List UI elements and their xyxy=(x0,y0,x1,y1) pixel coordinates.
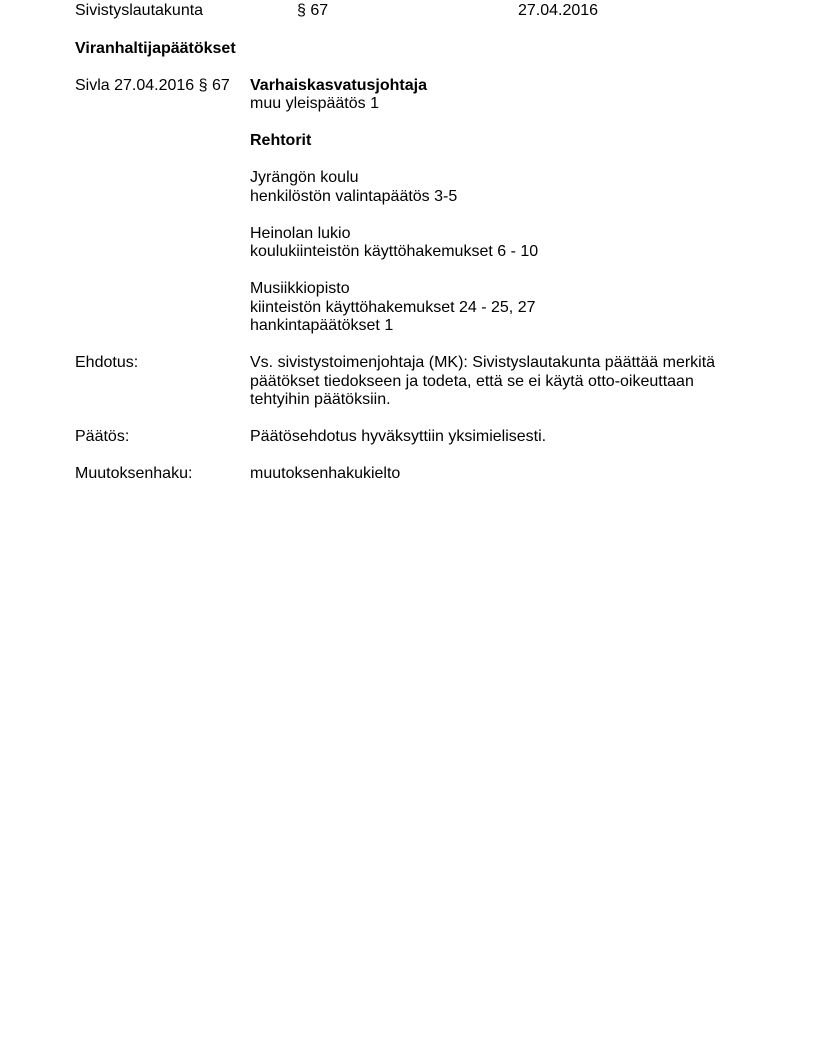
decision-line: Musiikkiopisto xyxy=(250,280,350,297)
decision-group-rehtorit xyxy=(250,132,720,151)
decision-record-row xyxy=(75,77,770,336)
proposal-row xyxy=(75,354,770,410)
meeting-date: 27.04.2016 xyxy=(518,2,599,19)
proposal-label: Ehdotus: xyxy=(75,354,139,371)
record-reference: Sivla 27.04.2016 § 67 xyxy=(75,76,230,94)
decision-line: Jyrängön koulu xyxy=(250,169,359,186)
decision-group-varhaiskasvatusjohtaja xyxy=(250,77,720,114)
decision-line: kiinteistön käyttöhakemukset 24 - 25, 27 xyxy=(250,298,536,316)
section-number: § 67 xyxy=(297,2,329,19)
decision-row xyxy=(75,428,770,447)
decision-line: Heinolan lukio xyxy=(250,224,351,242)
page-header xyxy=(75,2,770,21)
decision-group-title: Varhaiskasvatusjohtaja xyxy=(250,76,427,94)
decision-line: muu yleispäätös 1 xyxy=(250,95,379,112)
appeal-text: muutoksenhakukielto xyxy=(250,465,401,482)
decision-group-musiikkiopisto xyxy=(250,280,720,336)
decision-group-jyrangon-koulu xyxy=(250,169,720,206)
appeal-label: Muutoksenhaku: xyxy=(75,465,193,482)
decision-group-heinolan-lukio xyxy=(250,225,720,262)
decision-text: Päätösehdotus hyväksyttiin yksimielisesti. xyxy=(250,428,547,445)
record-content xyxy=(250,77,720,336)
decision-label: Päätös: xyxy=(75,428,130,445)
committee-name: Sivistyslautakunta xyxy=(75,2,204,19)
decision-line: koulukiinteistön käyttöhakemukset 6 - 10 xyxy=(250,243,539,260)
proposal-text: Vs. sivistystoimenjohtaja (MK): Sivistyslautakunta päättää merkitä päätökset tiedokseen ja todeta, että se ei käytä otto-oikeuttaan tehtyihin päätöksiin. xyxy=(250,354,716,408)
decision-line: hankintapäätökset 1 xyxy=(250,317,394,334)
document-title: Viranhaltijapäätökset xyxy=(75,39,236,57)
decision-group-title: Rehtorit xyxy=(250,132,312,149)
appeal-row xyxy=(75,465,770,484)
decision-line: henkilöstön valintapäätös 3-5 xyxy=(250,187,458,205)
